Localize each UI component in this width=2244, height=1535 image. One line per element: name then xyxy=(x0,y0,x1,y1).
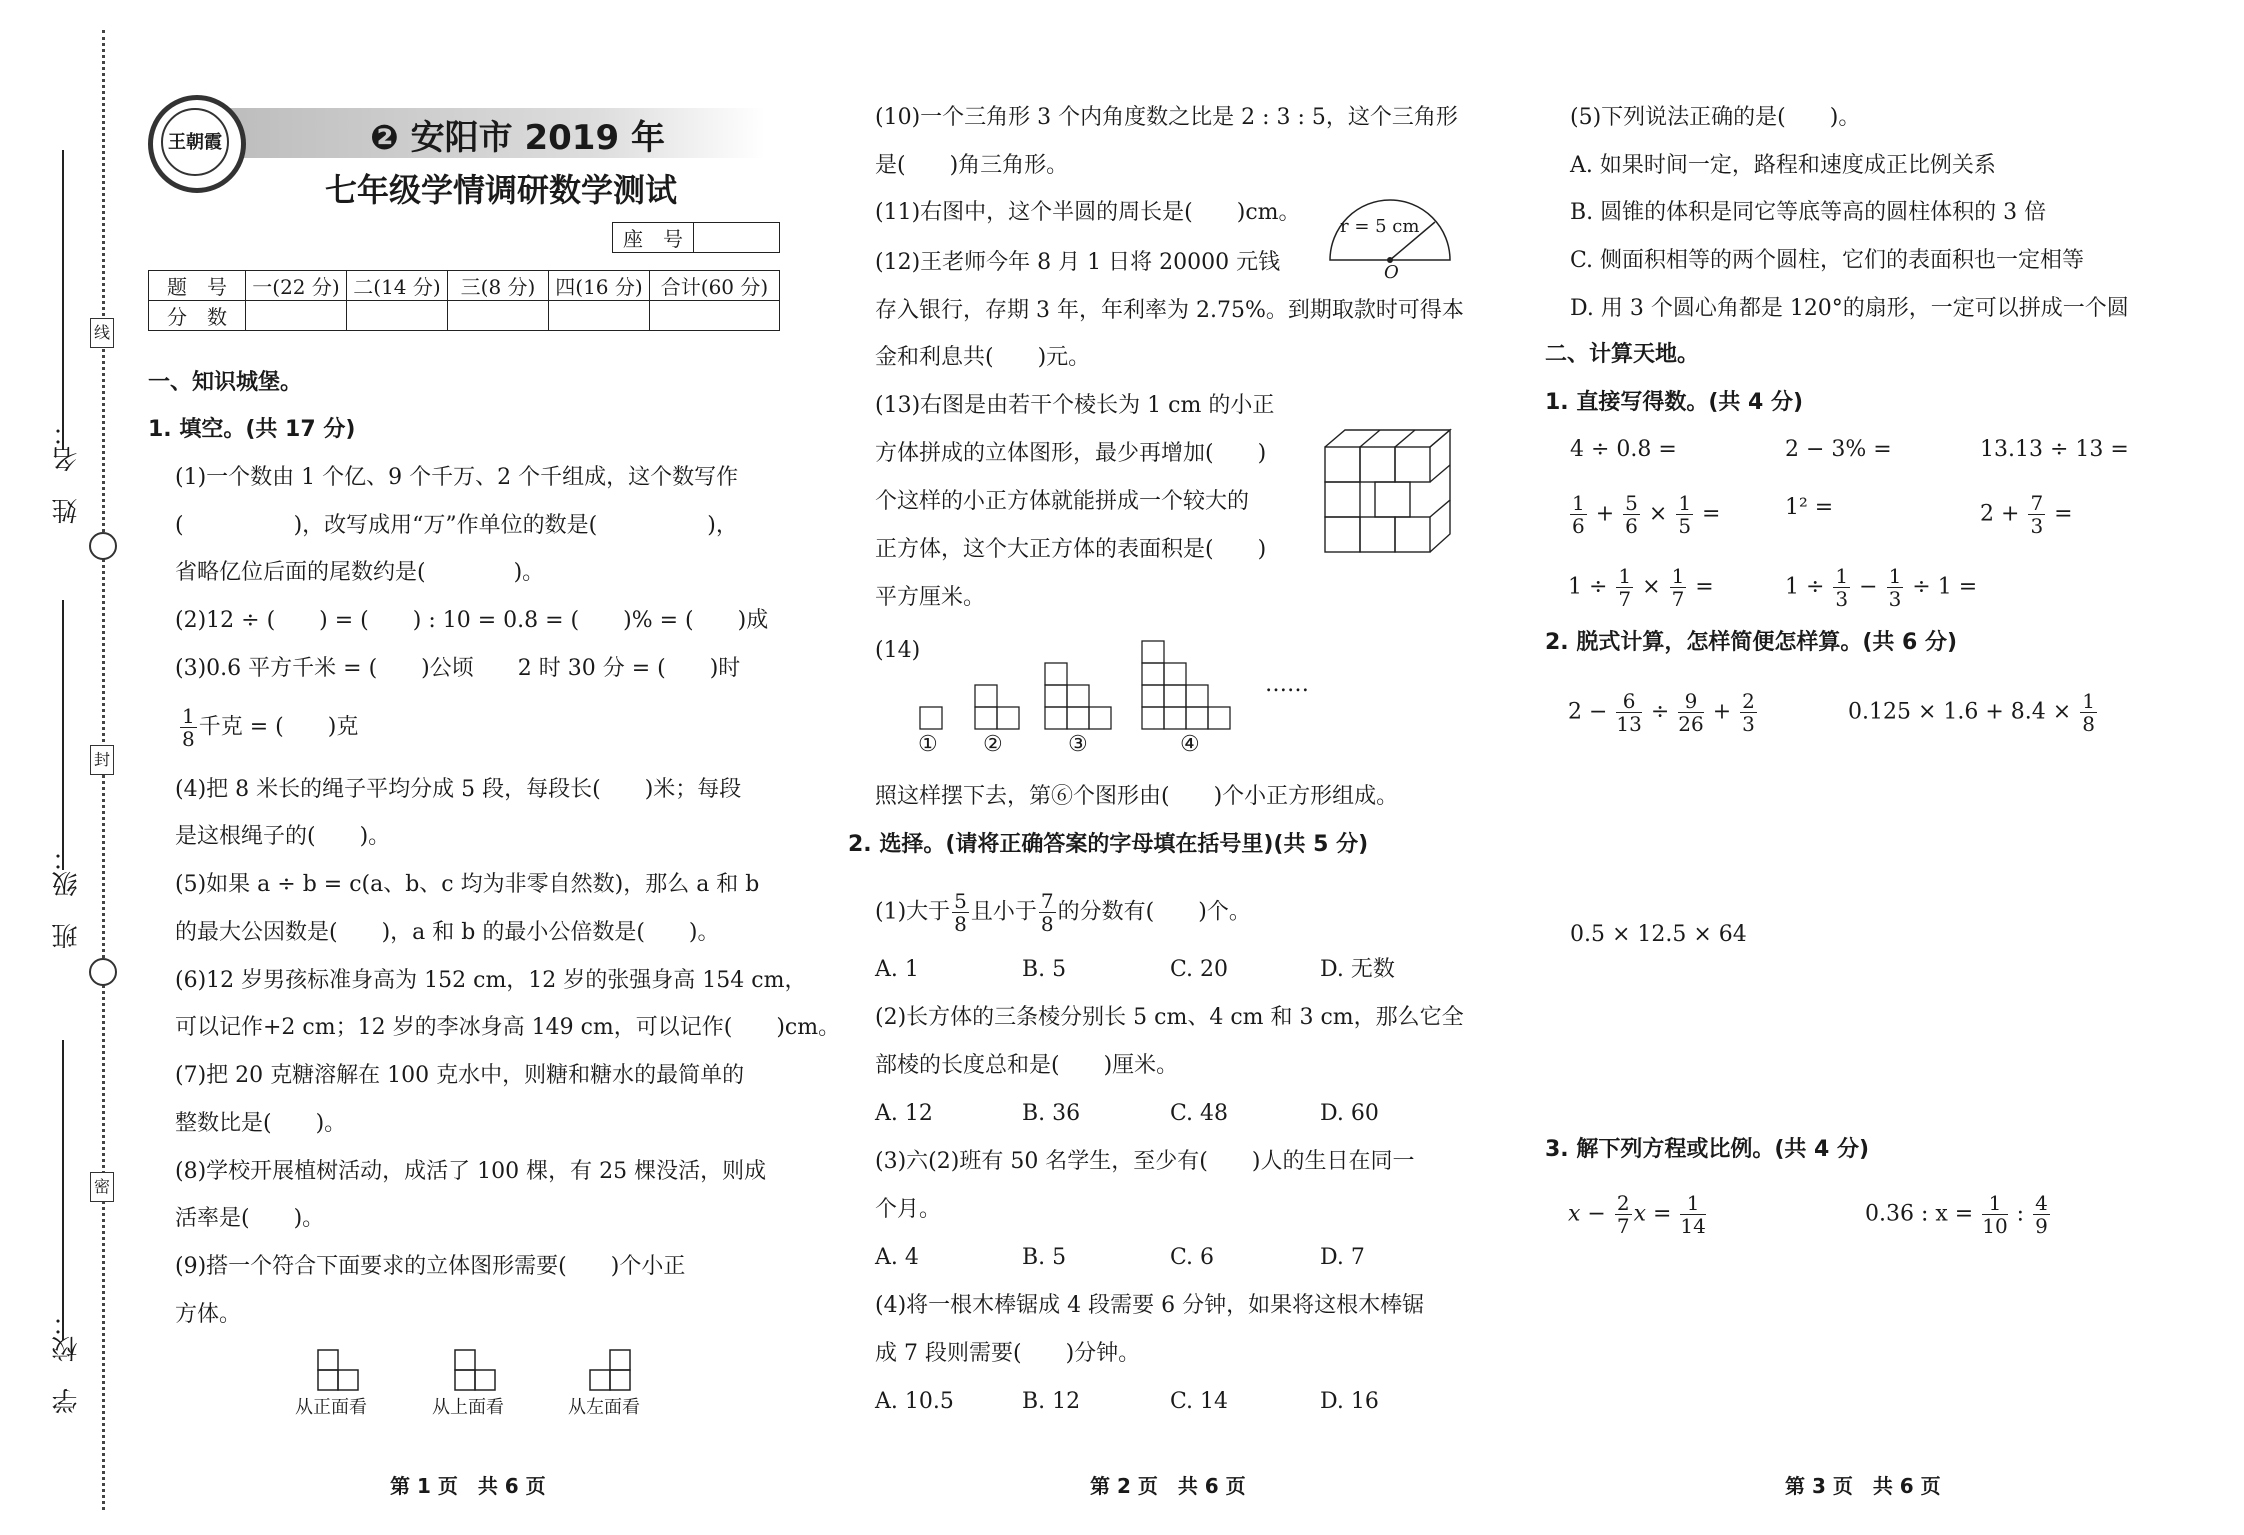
cube-stack-figure xyxy=(1320,422,1470,562)
option[interactable]: D. 7 xyxy=(1320,1245,1365,1270)
p1-line: (1)一个数由 1 个亿、9 个千万、2 个千组成，这个数写作 xyxy=(175,465,739,490)
p2-line: 存入银行，存期 3 年，年利率为 2.75%。到期取款时可得本 xyxy=(875,298,1464,323)
semicircle-radius-label: r = 5 cm xyxy=(1340,216,1420,237)
school-label: 学 校： xyxy=(52,1310,82,1414)
p1-line-frac: $\frac{1}{8}$ 千克 = ( )克 xyxy=(182,704,359,751)
expr: 4 ÷ 0.8 = xyxy=(1570,437,1677,462)
p1-line: (8)学校开展植树活动，成活了 100 棵，有 25 棵没活，则成 xyxy=(175,1159,767,1184)
cube-face xyxy=(455,1350,475,1370)
fig-label: ① xyxy=(918,732,938,757)
view-front-label: 从正面看 xyxy=(295,1397,367,1418)
tag-feng: 封 xyxy=(90,745,114,775)
proportion: 0.36 : x = $\frac{1}{10}$ : $\frac{4}{9}$ xyxy=(1865,1191,2048,1238)
expr-fraction: 2 + $\frac{7}{3}$ = xyxy=(1980,491,2073,538)
option[interactable]: A. 如果时间一定，路程和速度成正比例关系 xyxy=(1570,153,1996,178)
section1-title: 一、知识城堡。 xyxy=(148,370,303,395)
section2-title: 二、计算天地。 xyxy=(1545,342,1700,367)
seat-number-box xyxy=(612,222,780,253)
p1-line: (5)如果 a ÷ b = c(a、b、c 均为非零自然数)，那么 a 和 b xyxy=(175,872,760,897)
option[interactable]: C. 6 xyxy=(1170,1245,1215,1270)
view-top-label: 从上面看 xyxy=(432,1397,504,1418)
option[interactable]: B. 5 xyxy=(1022,957,1067,982)
score-table xyxy=(148,270,780,331)
option[interactable]: A. 1 xyxy=(875,957,919,982)
p2-line: (13)右图是由若干个棱长为 1 cm 的小正 xyxy=(875,393,1275,418)
option[interactable]: C. 侧面积相等的两个圆柱，它们的表面积也一定相等 xyxy=(1570,248,2085,273)
option[interactable]: D. 无数 xyxy=(1320,957,1395,982)
score-cell[interactable] xyxy=(246,301,347,331)
page1-footer: 第 1 页 共 6 页 xyxy=(390,1474,546,1498)
p2-line: 是( )角三角形。 xyxy=(875,153,1069,178)
exam-title-line1 xyxy=(370,110,665,159)
calc-expr: 0.125 × 1.6 + 8.4 × $\frac{1}{8}$ xyxy=(1848,689,2095,736)
q1-title: 1. 填空。(共 17 分) xyxy=(148,417,356,442)
p2-line: 金和利息共( )元。 xyxy=(875,345,1091,370)
p2-line: 部棱的长度总和是( )厘米。 xyxy=(875,1053,1179,1078)
p2-line: 成 7 段则需要( )分钟。 xyxy=(875,1341,1141,1366)
score-col: 题 号 xyxy=(149,271,246,301)
p2-line: 平方厘米。 xyxy=(875,585,986,610)
fig-label: ④ xyxy=(1180,732,1200,757)
option[interactable]: D. 16 xyxy=(1320,1389,1379,1414)
score-cell[interactable] xyxy=(347,301,448,331)
p1-line: 省略亿位后面的尾数约是( )。 xyxy=(175,560,545,585)
option[interactable]: A. 10.5 xyxy=(875,1389,954,1414)
p1-line: 是这根绳子的( )。 xyxy=(175,824,391,849)
school-line xyxy=(62,1040,64,1340)
fig-label: ② xyxy=(983,732,1003,757)
option[interactable]: A. 12 xyxy=(875,1101,933,1126)
cube-face xyxy=(610,1370,630,1390)
score-table-header xyxy=(149,271,780,301)
p2-line: (14) xyxy=(875,638,921,663)
option[interactable]: B. 5 xyxy=(1022,1245,1067,1270)
calc-q1-title: 1. 直接写得数。(共 4 分) xyxy=(1545,390,1804,415)
tag-xian: 线 xyxy=(90,318,114,348)
option[interactable]: D. 用 3 个圆心角都是 120°的扇形，一定可以拼成一个圆 xyxy=(1570,296,2129,321)
exam-subtitle: 七年级学情调研数学测试 xyxy=(325,171,678,209)
view-left-label: 从左面看 xyxy=(568,1397,640,1418)
score-col: 四(16 分) xyxy=(549,271,650,301)
page3-footer: 第 3 页 共 6 页 xyxy=(1785,1474,1941,1498)
p2-line: 个月。 xyxy=(875,1197,942,1222)
fig-label: ③ xyxy=(1068,732,1088,757)
cube-face xyxy=(475,1370,495,1390)
p2-line: (4)将一根木棒锯成 4 段需要 6 分钟，如果将这根木棒锯 xyxy=(875,1293,1425,1318)
class-label: 班 级： xyxy=(52,845,82,949)
p1-line: 活率是( )。 xyxy=(175,1206,325,1231)
expr: 1² = xyxy=(1785,495,1834,520)
choice1-stem: (1)大于 $\frac{5}{8}$ 且小于 $\frac{7}{8}$ 的分数有( )个。 xyxy=(875,889,1251,936)
score-row-label: 分 数 xyxy=(149,301,246,331)
equation: x − $\frac{2}{7}$ x = $\frac{1}{14}$ xyxy=(1568,1191,1706,1238)
p1-line: (4)把 8 米长的绳子平均分成 5 段，每段长( )米；每段 xyxy=(175,777,742,802)
p1-line: (7)把 20 克糖溶解在 100 克水中，则糖和糖水的最简单的 xyxy=(175,1063,745,1088)
exam-badge: ❷ xyxy=(370,118,399,158)
cube-face xyxy=(455,1370,475,1390)
p3-line: (5)下列说法正确的是( )。 xyxy=(1570,105,1861,130)
expr: 2 − 3% = xyxy=(1785,437,1892,462)
cube-face xyxy=(318,1350,338,1370)
binding-knot xyxy=(89,532,117,560)
option[interactable]: B. 圆锥的体积是同它等底等高的圆柱体积的 3 倍 xyxy=(1570,200,2047,225)
p1-line: (9)搭一个符合下面要求的立体图形需要( )个小正 xyxy=(175,1254,686,1279)
p2-line: (3)六(2)班有 50 名学生，至少有( )人的生日在同一 xyxy=(875,1149,1415,1174)
expr-fraction: 1 ÷ $\frac{1}{3}$ − $\frac{1}{3}$ ÷ 1 = xyxy=(1785,564,1978,611)
option[interactable]: D. 60 xyxy=(1320,1101,1379,1126)
pattern-ellipsis: …… xyxy=(1265,672,1309,697)
logo-text: 王朝霞 xyxy=(161,108,229,176)
fraction: $\frac{5}{8}$ xyxy=(954,889,967,936)
p1-line: (6)12 岁男孩标准身高为 152 cm，12 岁的张强身高 154 cm， xyxy=(175,968,807,993)
expr-fraction: $\frac{1}{6}$ + $\frac{5}{6}$ × $\frac{1}{5}$ = xyxy=(1572,491,1721,538)
cube-face xyxy=(610,1350,630,1370)
fraction: $\frac{7}{8}$ xyxy=(1040,889,1054,936)
expr: 13.13 ÷ 13 = xyxy=(1980,437,2129,462)
p1-line: 整数比是( )。 xyxy=(175,1111,347,1136)
cube-face xyxy=(590,1370,610,1390)
p2-line: 正方体，这个大正方体的表面积是( ) xyxy=(875,537,1267,562)
p2-line: (12)王老师今年 8 月 1 日将 20000 元钱 xyxy=(875,250,1281,275)
binding-knot xyxy=(89,958,117,986)
score-col: 一(22 分) xyxy=(246,271,347,301)
staircase-pattern-figure xyxy=(915,635,1255,730)
q2-title: 2. 选择。(请将正确答案的字母填在括号里)(共 5 分) xyxy=(848,832,1369,857)
class-line xyxy=(62,600,64,870)
cube-face xyxy=(338,1370,358,1390)
p2-line: (11)右图中，这个半圆的周长是( )cm。 xyxy=(875,200,1301,225)
three-views-figure xyxy=(310,1345,670,1395)
seat-input[interactable] xyxy=(694,223,780,253)
p1-line: ( )，改写成用“万”作单位的数是( )， xyxy=(175,513,738,538)
p2-line: (10)一个三角形 3 个内角度数之比是 2 : 3 : 5，这个三角形 xyxy=(875,105,1458,130)
score-cell[interactable] xyxy=(448,301,549,331)
score-cell[interactable] xyxy=(650,301,780,331)
score-col: 二(14 分) xyxy=(347,271,448,301)
cube-face xyxy=(318,1370,338,1390)
p1-line: 可以记作+2 cm；12 岁的李冰身高 149 cm，可以记作( )cm。 xyxy=(175,1015,841,1040)
p1-line: (2)12 ÷ ( ) = ( ) : 10 = 0.8 = ( )% = ( )成 xyxy=(175,608,769,633)
calc-q2-title: 2. 脱式计算，怎样简便怎样算。(共 6 分) xyxy=(1545,630,1958,655)
name-line xyxy=(62,150,64,450)
p2-line: 个这样的小正方体就能拼成一个较大的 xyxy=(875,489,1250,514)
calc-expr: 0.5 × 12.5 × 64 xyxy=(1570,922,1747,947)
option[interactable]: B. 12 xyxy=(1022,1389,1081,1414)
page2-footer: 第 2 页 共 6 页 xyxy=(1090,1474,1246,1498)
p1-line: 方体。 xyxy=(175,1302,242,1327)
seat-label: 座 号 xyxy=(613,223,694,253)
tag-mi: 密 xyxy=(90,1172,114,1202)
score-table-row xyxy=(149,301,780,331)
option[interactable]: A. 4 xyxy=(875,1245,919,1270)
p2-line: (2)长方体的三条棱分别长 5 cm、4 cm 和 3 cm，那么它全 xyxy=(875,1005,1464,1030)
score-cell[interactable] xyxy=(549,301,650,331)
expr-fraction: 1 ÷ $\frac{1}{7}$ × $\frac{1}{7}$ = xyxy=(1568,564,1714,611)
option[interactable]: C. 20 xyxy=(1170,957,1229,982)
calc-expr: 2 − $\frac{6}{13}$ ÷ $\frac{9}{26}$ + $\frac{2}{3}$ xyxy=(1568,689,1755,736)
p1-line: 的最大公因数是( )，a 和 b 的最小公倍数是( )。 xyxy=(175,920,720,945)
fraction: $\frac{1}{8}$ xyxy=(182,704,195,751)
calc-q3-title: 3. 解下列方程或比例。(共 4 分) xyxy=(1545,1137,1870,1162)
name-label: 姓 名： xyxy=(52,420,82,524)
score-col: 合计(60 分) xyxy=(650,271,780,301)
option[interactable]: C. 14 xyxy=(1170,1389,1229,1414)
p1-line: (3)0.6 平方千米 = ( )公顷 2 时 30 分 = ( )时 xyxy=(175,656,741,681)
score-col: 三(8 分) xyxy=(448,271,549,301)
option[interactable]: C. 48 xyxy=(1170,1101,1229,1126)
p2-line: 照这样摆下去，第⑥个图形由( )个小正方形组成。 xyxy=(875,784,1399,809)
exam-title: 安阳市 2019 年 xyxy=(410,118,665,158)
p2-line: 方体拼成的立体图形，最少再增加( ) xyxy=(875,441,1267,466)
option[interactable]: B. 36 xyxy=(1022,1101,1081,1126)
publisher-logo xyxy=(148,95,246,193)
semicircle-center-label: O xyxy=(1384,262,1399,283)
